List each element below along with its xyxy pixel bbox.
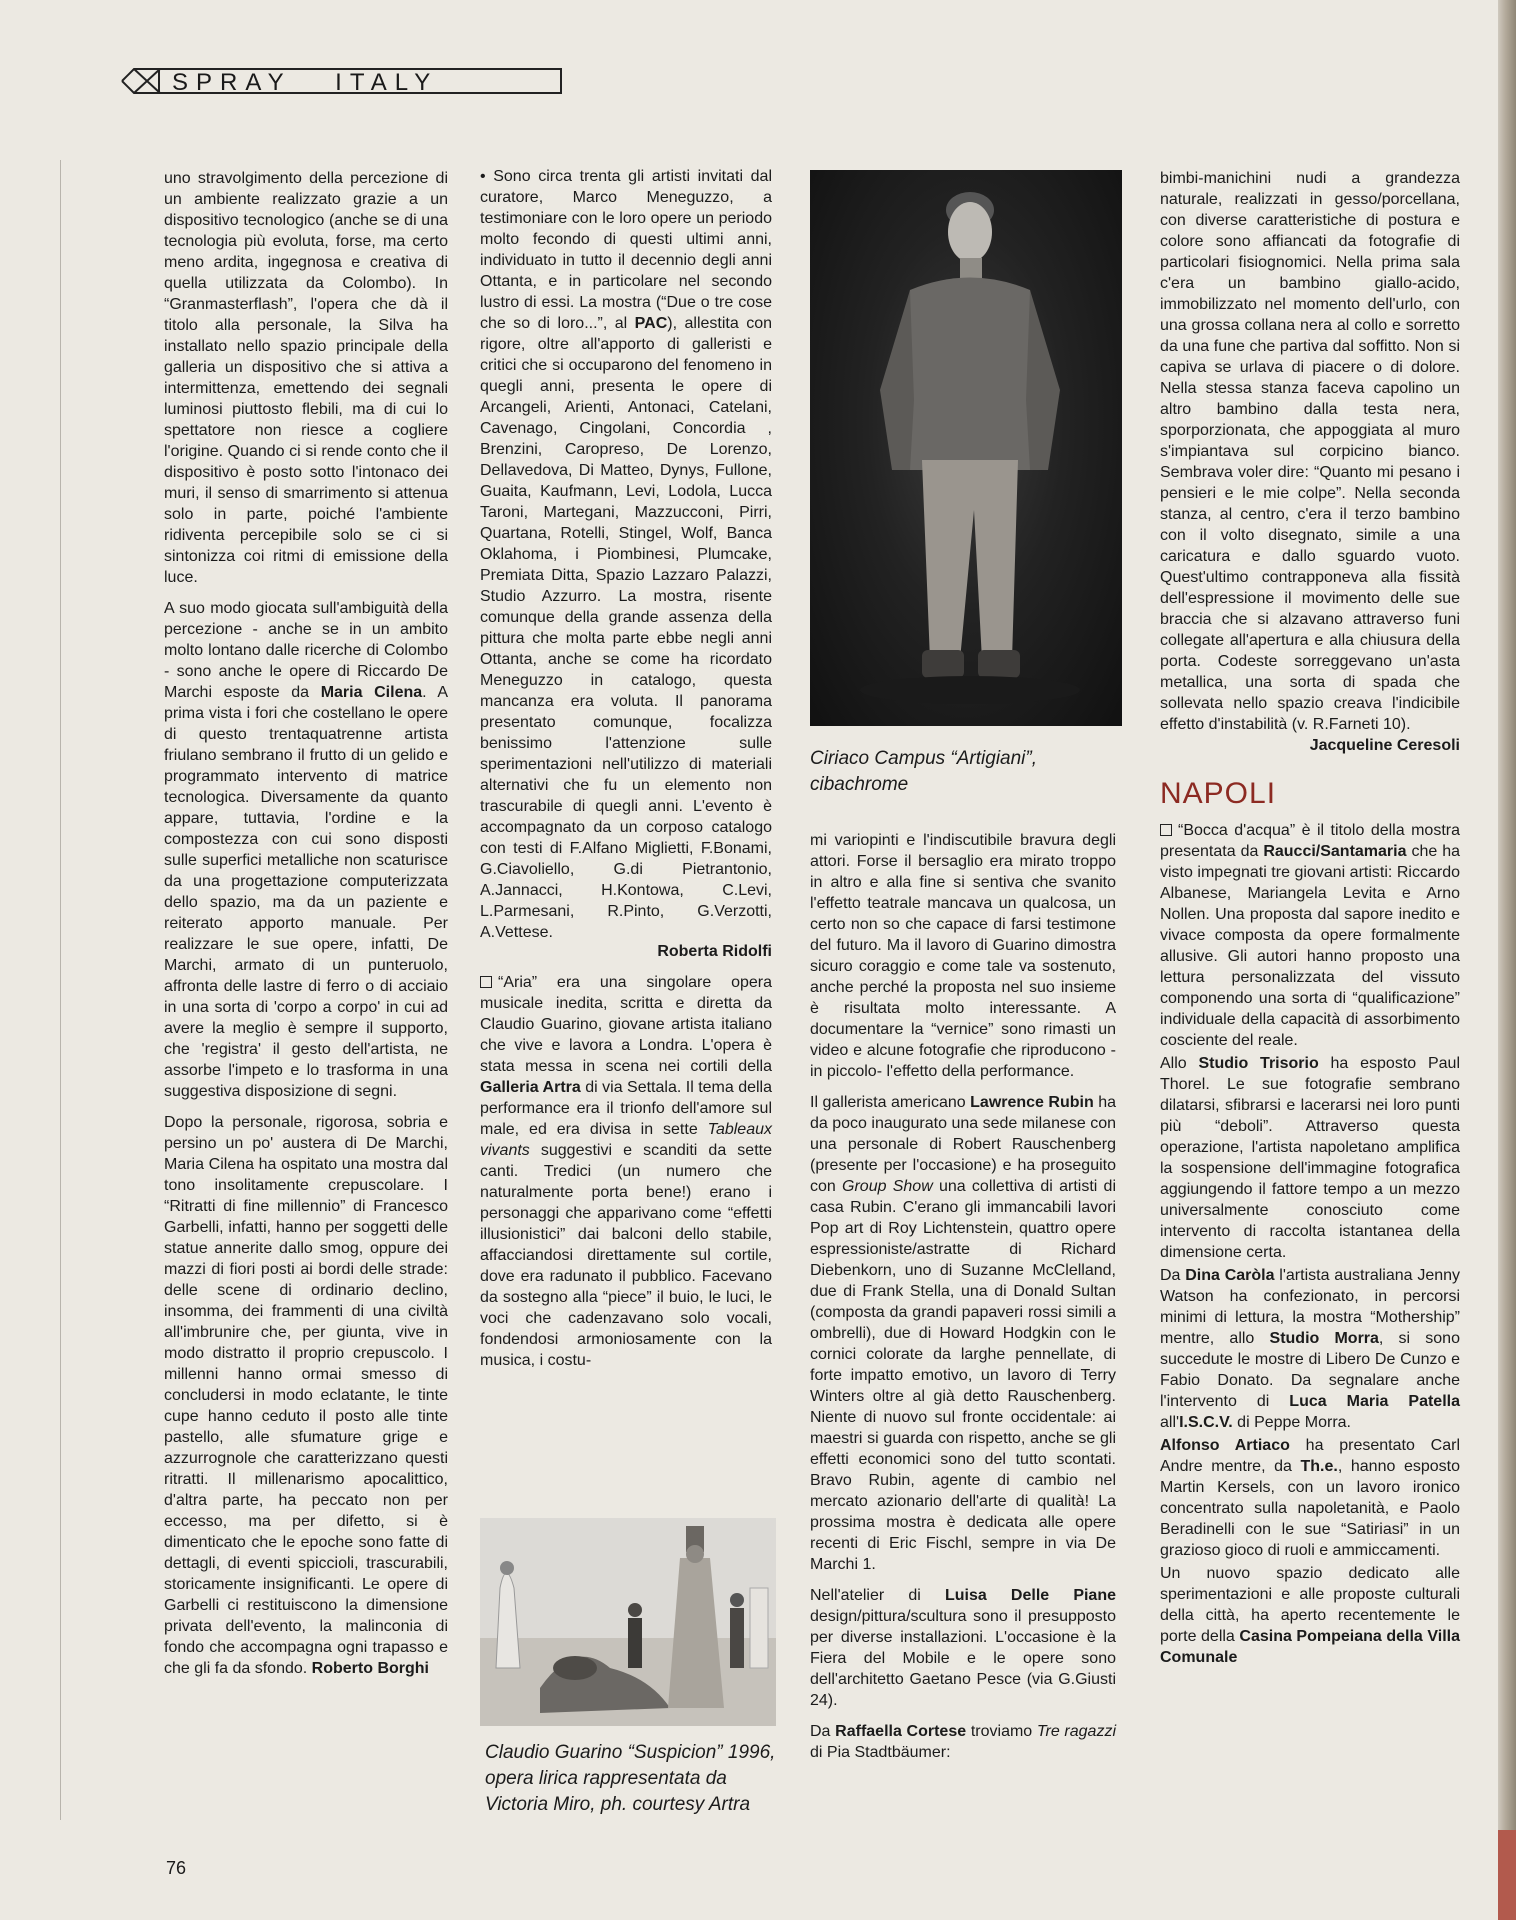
paragraph: Il gallerista americano Lawrence Rubin ha da poco inaugurato una sede milanese con una personale di Robert Rauschenberg (presente per l'occasione) e ha proseguito con Group Show una collettiva di artisti di casa Rubin. C'erano gli immancabili lavori Pop art di Roy Lichtenstein, quattro opere espressioniste/astratte di Richard Diebenkorn, uno di Suzanne McClelland, due di Frank Stella, una di Donald Sultan (composta da grandi papaveri rossi simili a ombrelli), due di Howard Hodgkin con le cornici colorate da larghe pennellate, di forte impatto emotivo, un lavoro di Terry Winters oltre al già detto Rauschenberg. Niente di nuovo sul fronte occidentale: ai maestri si guarda con rispetto, anche se gli effetti economici sono del tutto scontati. Bravo Rubin, agente di cambio nel mercato azionario dell'arte di qualità! La prossima mostra è dedicata alle opere recenti di Eric Fischl, sempre in via De Marchi 1. — [810, 1094, 1117, 1573]
page-number: 76 — [166, 1858, 187, 1878]
performance-scene-image — [480, 1518, 776, 1726]
paragraph: Allo Studio Trisorio ha esposto Paul Thorel. Le sue fotografie sembrano dilatarsi, sfibrarsi e lacerarsi nei loro punti più “deboli”. Attraverso questa operazione, l'artista napoletano amplifica la sospensione dell'immagine fotografica aggiungendo il fattore tempo a un mezzo universalmente conosciuto come intervento di raccolta istantanea della dimensione certa. — [1160, 1055, 1460, 1261]
bullet-square-icon — [480, 976, 492, 988]
paragraph: Da Raffaella Cortese troviamo Tre ragazzi di Pia Stadtbäumer: — [810, 1723, 1116, 1761]
photo-suspicion — [480, 1518, 776, 1726]
paragraph: bimbi-manichini nudi a grandezza naturale, realizzati in gesso/porcellana, con diverse caratteristiche di postura e colore sono affiancati da fotografie di particolari fisiognomici. Nella prima sala c'era un bambino giallo-acido, immobilizzato nel momento dell'urlo, con una grossa collana nera al collo e sorretto da una fune che partiva dal soffitto. Non si capiva se urlava di piacere o di dolore. Nella stessa stanza faceva capolino un altro bambino dalla testa nera, sporporzionata, che appoggiata al muro s'impiantava sul corpicino bianco. Sembrava voler dire: “Quanto mi pesano i pensieri e le mie colpe”. Nella seconda stanza, al centro, c'era il terzo bambino con il volto disegnato, simile a una caricatura e dallo sguardo vuoto. Quest'ultimo contrapponeva alla fissità dell'espressione il movimento delle sue braccia che si alzavano attraverso funi collegate all'apertura e alla chiusura della porta. Codeste sorreggevano un'asta metallica, una sorta di spada che sollevata nello spazio creava l'indicibile effetto d'instabilità (v. R.Farneti 10). — [1160, 170, 1460, 733]
city-heading: NAPOLI — [1160, 777, 1277, 810]
paragraph: mi variopinti e l'indiscutibile bravura degli attori. Forse il bersaglio era mirato troppo in altro e alla fine si sentiva che svanito l'effetto teatrale mancava un qualcosa, un certo non so che capace di farsi testimone del futuro. Ma il lavoro di Guarino dimostra sicuro coraggio e come tale va sostenuto, anche perché la proposta nel suo insieme è risultata molto interessante. A documentare la “vernice” sono rimasti un video e alcune fotografie che riproducono -in piccolo- l'effetto della performance. — [810, 832, 1116, 1080]
paragraph: A suo modo giocata sull'ambiguità della percezione - anche se in un ambito molto lontano dalle ricerche di Colombo - sono anche le opere di Riccardo De Marchi esposte da Maria Cilena. A prima vista i fori che costellano le opere di questo trentaquatrenne artista friulano sembrano il frutto di un gelido e programmato intervento di matrice tecnologica. Diversamente da quanto appare, tuttavia, l'ordine e la compostezza con cui sono disposti sulle superfici metalliche non scaturisce da una progettazione computerizzata dello spazio, ma da un paziente e reiterato apporto manuale. Per realizzare le sue opere, infatti, De Marchi, armato di un punteruolo, affronta delle lastre di ferro o di acciaio in una sorta di 'corpo a corpo' in cui ad avere la meglio è sempre il supporto, che 'registra' il gesto dell'artista, ne assorbe l'impeto e lo trasforma in una suggestiva disposizione di segni. — [164, 600, 448, 1100]
author-signature: Roberta Ridolfi — [657, 943, 772, 960]
figure-man-image — [810, 170, 1122, 726]
paragraph: “Aria” era una singolare opera musicale inedita, scritta e diretta da Claudio Guarino, giovane artista italiano che vive e lavora a Londra. L'opera è stata messa in scena nei cortili della Galleria Artra di via Settala. Il tema della performance era il trionfo dell'amore sul male, ed era divisa in sette Tableaux vivants suggestivi e scanditi da sette canti. Tredici (un numero che naturalmente porta bene!) erano i personaggi che apparivano come “effetti illusionistici” dai balconi dello stabile, affacciandosi direttamente sul cortile, dove era radunato il pubblico. Facevano da sostegno alla “piece” il buio, le luci, le voci che cadenzavano solo vocali, fondendosi armoniosamente con la musica, i costu- — [480, 974, 773, 1369]
author-signature: Jacqueline Ceresoli — [1309, 737, 1460, 754]
book-edge-red — [1498, 1830, 1516, 1920]
section-title: SPRAY ITALY — [172, 69, 439, 96]
author-signature: Roberto Borghi — [311, 1660, 429, 1677]
paragraph: Da Dina Caròla l'artista australiana Jenny Watson ha confezionato, in percorsi minimi di lettura, la mostra “Mothership” mentre, allo Studio Morra, si sono succedute le mostre di Libero De Cunzo e Fabio Donato. Da segnalare anche l'intervento di Luca Maria Patella all'I.S.C.V. di Peppe Morra. — [1160, 1267, 1461, 1431]
margin-rule — [60, 160, 61, 1820]
column-3 — [810, 830, 1116, 1773]
paragraph: “Bocca d'acqua” è il titolo della mostra presentata da Raucci/Santamaria che ha visto impegnati tre giovani artisti: Riccardo Albanese, Mariangela Levita e Arno Nollen. Una proposta dal sapore inedito e vivace composta da opere formalmente allusive. Gli autori hanno proposto una lettura personalizzata del vissuto componendo una sorta di “qualificazione” individuale della capacità di assorbimento cosciente del reale. — [1160, 822, 1460, 1049]
column-2 — [480, 166, 772, 1381]
paragraph: Nell'atelier di Luisa Delle Piane design/pittura/scultura sono il presupposto per diverse installazioni. L'occasione è la Fiera del Mobile e le opere sono dell'architetto Gaetano Pesce (via G.Giusti 24). — [810, 1587, 1116, 1709]
paragraph: Alfonso Artiaco ha presentato Carl Andre mentre, da Th.e., hanno esposto Martin Kersels, con un lavoro ironico concentrato sulla napoletanità, e Paolo Beradinelli con le sue “Satiriasi” in un grazioso gioco di ruoli e ammiccamenti. — [1160, 1437, 1460, 1559]
column-4 — [1160, 168, 1460, 1678]
x-diamond-icon — [120, 66, 162, 96]
photo-caption: Claudio Guarino “Suspicion” 1996, opera lirica rappresentata da Victoria Miro, ph. courtesy Artra — [485, 1742, 776, 1815]
paragraph: Dopo la personale, rigorosa, sobria e persino un po' austera di De Marchi, Maria Cilena ha ospitato una mostra dal tono insolitamente crepuscolare. I “Ritratti di fine millennio” di Francesco Garbelli, infatti, hanno per soggetti delle statue annerite dallo smog, oppure dei mazzi di fiori posti ai bordi delle strade: delle scene di ordinario declino, insomma, dei frammenti di una civiltà all'imbrunire che, per giunta, vive in modo distratto il proprio crepuscolo. I millenni hanno ormai smesso di concludersi in modo eclatante, le tinte cupe hanno ceduto il posto alle tinte pastello, alle sfumature grige e azzurrognole che caratterizzano questi ritratti. Il millenarismo apocalittico, d'altra parte, ha peccato non per eccesso, ma per difetto, si è dimenticato che le epoche sono fatte di dettagli, di eventi spiccioli, trascurabili, storicamente insignificanti. Le opere di Garbelli ci restituiscono la dimensione privata dell'evento, la malinconia di fondo che accompagna ogni trapasso e che gli fa da sfondo. Roberto Borghi — [164, 1114, 448, 1677]
paragraph: uno stravolgimento della percezione di un ambiente realizzato grazie a un dispositivo tecnologico (anche se di una tecnologia più evoluta, forse, ma certo meno ardita, ingegnosa e creativa di quella utilizzata da Colombo). In “Granmasterflash”, l'opera che dà il titolo alla personale, la Silva ha installato nello spazio principale della galleria un dispositivo che si attiva a intermittenza, emettendo dei segnali luminosi piuttosto flebili, ma di cui lo spettatore non riesce a cogliere l'origine. Quando ci si rende conto che il dispositivo è posto sotto l'intonaco dei muri, il senso di smarrimento si attenua solo in parte, poiché l'ambiente ridiventa percepibile solo se ci si sintonizza coi ritmi di emissione della luce. — [164, 170, 448, 586]
book-edge — [1498, 0, 1516, 1920]
column-1 — [164, 168, 448, 1689]
paragraph: Un nuovo spazio dedicato alle sperimentazioni e alle proposte culturali della città, ha aperto recentemente le porte della Casina Pompeiana della Villa Comunale — [1160, 1565, 1460, 1666]
photo-caption: Ciriaco Campus “Artigiani”, cibachrome — [810, 748, 1038, 795]
paragraph: • Sono circa trenta gli artisti invitati dal curatore, Marco Meneguzzo, a testimoniare con le loro opere un periodo molto fecondo di questi ultimi anni, individuato in tutto il decennio degli anni Ottanta, e in particolare nel secondo lustro di essi. La mostra (“Due o tre cose che so di loro...”, al PAC), allestita con rigore, oltre all'apporto di galleristi e critici che si occuparono del fenomeno in quegli anni, presenta le opere di Arcangeli, Arienti, Antonaci, Catelani, Cavenago, Cingolani, Concordia , Brenzini, Caropreso, De Lorenzo, Dellavedova, Di Matteo, Dynys, Fullone, Guaita, Kaufmann, Levi, Lodola, Lucca Taroni, Martegani, Mazzucconi, Pirri, Quartana, Rotelli, Stingel, Wolf, Banca Oklahoma, i Piombinesi, Plumcake, Premiata Ditta, Spazio Lazzaro Palazzi, Studio Azzurro. La mostra, risente comunque della grande assenza della pittura che molta parte ebbe negli anni Ottanta, anche se come ha ricordato Meneguzzo in catalogo, questa mancanza era voluta. Il panorama presentato comunque, focalizza benissimo l'attenzione sulle sperimentazioni nell'utilizzo di materiali alternativi che fu un elemento non trascurabile di quegli anni. L'evento è accompagnato da un corposo catalogo con testi di F.Alfano Miglietti, F.Bonami, G.Ciavoliello, G.di Pietrantonio, A.Jannacci, H.Kontowa, C.Levi, L.Parmesani, R.Pinto, G.Verzotti, A.Vettese. — [480, 168, 772, 941]
photo-artigiani — [810, 170, 1122, 726]
bullet-square-icon — [1160, 824, 1172, 836]
